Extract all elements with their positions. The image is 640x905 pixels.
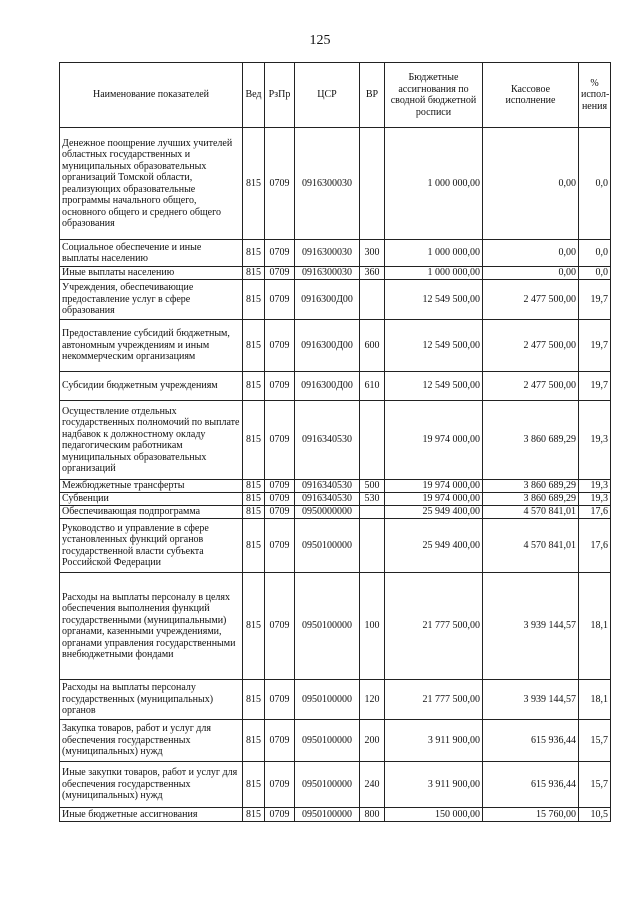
table-header-row [60,63,611,128]
row-ved: 815 [243,762,265,808]
table-row [60,240,611,267]
table-row [60,480,611,493]
row-ved: 815 [243,401,265,480]
row-budget: 1 000 000,00 [385,240,483,267]
row-name: Денежное поощрение лучших учителей областных государственных и муниципальных образовательных организаций Томской области, реализующих образовательные программы начального общего, основного общего и среднего общего образования [60,128,243,240]
table-row [60,401,611,480]
row-pct: 10,5 [579,808,611,822]
row-name: Расходы на выплаты персоналу государственных (муниципальных) органов [60,680,243,720]
page-number: 125 [309,33,331,48]
row-ved: 815 [243,372,265,401]
row-pct: 17,6 [579,519,611,573]
table-row [60,320,611,372]
row-name: Иные закупки товаров, работ и услуг для обеспечения государственных (муниципальных) нужд [60,762,243,808]
row-ved: 815 [243,680,265,720]
row-rzpr: 0709 [265,240,295,267]
row-cash: 2 477 500,00 [483,280,579,320]
row-budget: 25 949 400,00 [385,506,483,519]
budget-execution-table [59,62,611,822]
row-name: Расходы на выплаты персоналу в целях обеспечения выполнения функций государственными (муниципальными) органами, казенными учреждениями, органами управления государственными внебюджетными фондами [60,573,243,680]
header-budget: Бюджетные ассигнования по сводной бюджетной росписи [385,63,483,128]
row-csr: 0950100000 [295,762,360,808]
row-budget: 21 777 500,00 [385,573,483,680]
row-vr: 800 [360,808,385,822]
table-row [60,493,611,506]
row-csr: 0950100000 [295,519,360,573]
row-ved: 815 [243,128,265,240]
row-name: Иные выплаты населению [60,267,243,280]
row-csr: 0950000000 [295,506,360,519]
row-cash: 615 936,44 [483,762,579,808]
row-csr: 0916300Д00 [295,280,360,320]
table-row [60,519,611,573]
row-cash: 3 939 144,57 [483,680,579,720]
row-vr [360,128,385,240]
row-csr: 0916340530 [295,480,360,493]
row-budget: 19 974 000,00 [385,401,483,480]
row-pct: 19,7 [579,280,611,320]
table-row [60,506,611,519]
row-pct: 0,0 [579,128,611,240]
row-cash: 4 570 841,01 [483,506,579,519]
row-vr: 200 [360,720,385,762]
row-pct: 18,1 [579,680,611,720]
row-rzpr: 0709 [265,720,295,762]
table-row [60,808,611,822]
row-cash: 3 860 689,29 [483,401,579,480]
row-ved: 815 [243,280,265,320]
row-pct: 19,7 [579,372,611,401]
row-pct: 19,3 [579,401,611,480]
row-rzpr: 0709 [265,493,295,506]
row-pct: 0,0 [579,267,611,280]
row-cash: 3 860 689,29 [483,480,579,493]
table-row [60,280,611,320]
row-pct: 19,3 [579,480,611,493]
row-rzpr: 0709 [265,519,295,573]
row-name: Иные бюджетные ассигнования [60,808,243,822]
row-rzpr: 0709 [265,573,295,680]
row-pct: 17,6 [579,506,611,519]
row-csr: 0916300030 [295,240,360,267]
row-budget: 3 911 900,00 [385,762,483,808]
row-pct: 15,7 [579,720,611,762]
row-cash: 15 760,00 [483,808,579,822]
row-vr [360,506,385,519]
row-budget: 12 549 500,00 [385,280,483,320]
row-rzpr: 0709 [265,762,295,808]
row-cash: 2 477 500,00 [483,320,579,372]
row-vr: 120 [360,680,385,720]
row-budget: 150 000,00 [385,808,483,822]
row-rzpr: 0709 [265,808,295,822]
row-name: Социальное обеспечение и иные выплаты населению [60,240,243,267]
row-rzpr: 0709 [265,506,295,519]
row-ved: 815 [243,267,265,280]
row-ved: 815 [243,480,265,493]
row-ved: 815 [243,506,265,519]
row-budget: 12 549 500,00 [385,320,483,372]
row-cash: 4 570 841,01 [483,519,579,573]
row-name: Межбюджетные трансферты [60,480,243,493]
row-pct: 15,7 [579,762,611,808]
row-name: Субсидии бюджетным учреждениям [60,372,243,401]
row-vr: 360 [360,267,385,280]
row-name: Обеспечивающая подпрограмма [60,506,243,519]
header-cash: Кассовое исполнение [483,63,579,128]
row-pct: 0,0 [579,240,611,267]
table-row [60,128,611,240]
row-pct: 18,1 [579,573,611,680]
header-rzpr: РзПр [265,63,295,128]
row-ved: 815 [243,573,265,680]
row-pct: 19,3 [579,493,611,506]
row-csr: 0950100000 [295,720,360,762]
row-budget: 21 777 500,00 [385,680,483,720]
header-name: Наименование показателей [60,63,243,128]
row-csr: 0916300030 [295,267,360,280]
row-ved: 815 [243,720,265,762]
row-cash: 3 939 144,57 [483,573,579,680]
row-rzpr: 0709 [265,280,295,320]
row-name: Осуществление отдельных государственных полномочий по выплате надбавок к должностному окладу педагогическим работникам муниципальных образовательных организаций [60,401,243,480]
row-cash: 0,00 [483,267,579,280]
row-vr: 300 [360,240,385,267]
row-vr [360,401,385,480]
row-budget: 19 974 000,00 [385,493,483,506]
row-cash: 615 936,44 [483,720,579,762]
row-budget: 12 549 500,00 [385,372,483,401]
row-budget: 25 949 400,00 [385,519,483,573]
row-name: Учреждения, обеспечивающие предоставление услуг в сфере образования [60,280,243,320]
row-csr: 0950100000 [295,808,360,822]
row-budget: 1 000 000,00 [385,128,483,240]
row-csr: 0916300Д00 [295,320,360,372]
row-budget: 19 974 000,00 [385,480,483,493]
row-rzpr: 0709 [265,372,295,401]
row-rzpr: 0709 [265,401,295,480]
row-ved: 815 [243,320,265,372]
row-vr: 610 [360,372,385,401]
row-budget: 3 911 900,00 [385,720,483,762]
row-csr: 0916300030 [295,128,360,240]
header-pct: % испол-нения [579,63,611,128]
row-cash: 3 860 689,29 [483,493,579,506]
row-rzpr: 0709 [265,320,295,372]
row-budget: 1 000 000,00 [385,267,483,280]
header-csr: ЦСР [295,63,360,128]
row-csr: 0950100000 [295,573,360,680]
row-name: Закупка товаров, работ и услуг для обеспечения государственных (муниципальных) нужд [60,720,243,762]
row-rzpr: 0709 [265,267,295,280]
row-vr: 100 [360,573,385,680]
row-vr: 500 [360,480,385,493]
table-row [60,267,611,280]
row-ved: 815 [243,519,265,573]
row-rzpr: 0709 [265,480,295,493]
row-vr: 530 [360,493,385,506]
header-vr: ВР [360,63,385,128]
row-csr: 0950100000 [295,680,360,720]
row-vr: 240 [360,762,385,808]
row-name: Субвенции [60,493,243,506]
row-ved: 815 [243,808,265,822]
row-ved: 815 [243,493,265,506]
row-rzpr: 0709 [265,680,295,720]
row-rzpr: 0709 [265,128,295,240]
row-csr: 0916300Д00 [295,372,360,401]
row-vr [360,519,385,573]
row-cash: 0,00 [483,240,579,267]
row-name: Руководство и управление в сфере установленных функций органов государственной власти субъекта Российской Федерации [60,519,243,573]
table-row [60,573,611,680]
header-ved: Вед [243,63,265,128]
row-ved: 815 [243,240,265,267]
table-row [60,720,611,762]
row-csr: 0916340530 [295,401,360,480]
table-row [60,372,611,401]
table-row [60,762,611,808]
row-name: Предоставление субсидий бюджетным, автономным учреждениям и иным некоммерческим организациям [60,320,243,372]
row-vr [360,280,385,320]
table-row [60,680,611,720]
row-cash: 2 477 500,00 [483,372,579,401]
row-pct: 19,7 [579,320,611,372]
row-cash: 0,00 [483,128,579,240]
row-vr: 600 [360,320,385,372]
row-csr: 0916340530 [295,493,360,506]
